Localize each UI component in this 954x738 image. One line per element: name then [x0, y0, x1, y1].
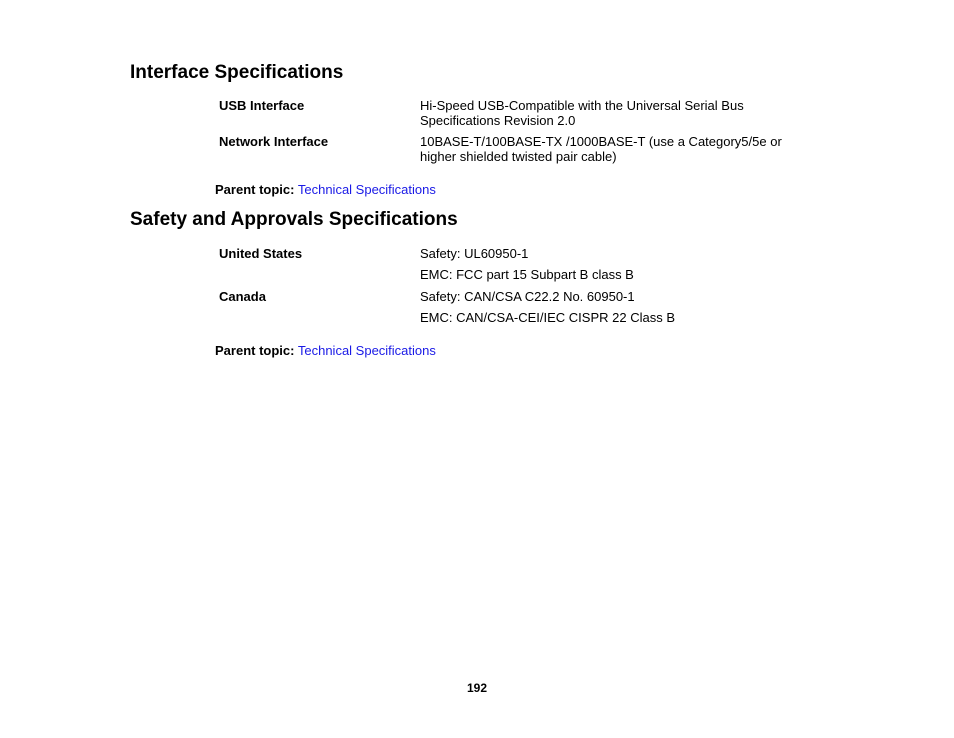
table-row	[219, 310, 819, 325]
interface-spec-table	[219, 98, 819, 164]
spec-label	[219, 267, 420, 282]
table-row	[219, 289, 819, 304]
spec-label: USB Interface	[219, 98, 305, 113]
spec-value: EMC: FCC part 15 Subpart B class B	[420, 267, 634, 282]
parent-topic-safety	[215, 343, 436, 358]
spec-value: Safety: UL60950-1	[420, 246, 529, 261]
section-title-safety: Safety and Approvals Specifications	[130, 209, 458, 230]
table-row	[219, 246, 819, 261]
spec-label	[219, 310, 420, 325]
table-row	[219, 134, 819, 164]
spec-value: Safety: CAN/CSA C22.2 No. 60950-1	[420, 289, 635, 304]
spec-label: Canada	[219, 289, 266, 304]
page-number: 192	[466, 681, 488, 695]
spec-value: Hi-Speed USB-Compatible with the Universal Serial Bus Specifications Revision 2.0	[420, 98, 744, 128]
parent-topic-label: Parent topic:	[215, 182, 295, 197]
technical-specifications-link[interactable]: Technical Specifications	[297, 182, 436, 197]
spec-label: Network Interface	[219, 134, 329, 149]
technical-specifications-link[interactable]: Technical Specifications	[297, 343, 436, 358]
spec-label: United States	[219, 246, 303, 261]
section-title-interface: Interface Specifications	[130, 62, 344, 83]
table-row	[219, 98, 819, 128]
spec-value: EMC: CAN/CSA-CEI/IEC CISPR 22 Class B	[420, 310, 675, 325]
spec-value: 10BASE-T/100BASE-TX /1000BASE-T (use a Category5/5e or higher shielded twisted pair cable)	[420, 134, 782, 164]
safety-spec-table	[219, 246, 819, 325]
parent-topic-interface	[215, 182, 436, 197]
table-row	[219, 267, 819, 282]
parent-topic-label: Parent topic:	[215, 343, 295, 358]
